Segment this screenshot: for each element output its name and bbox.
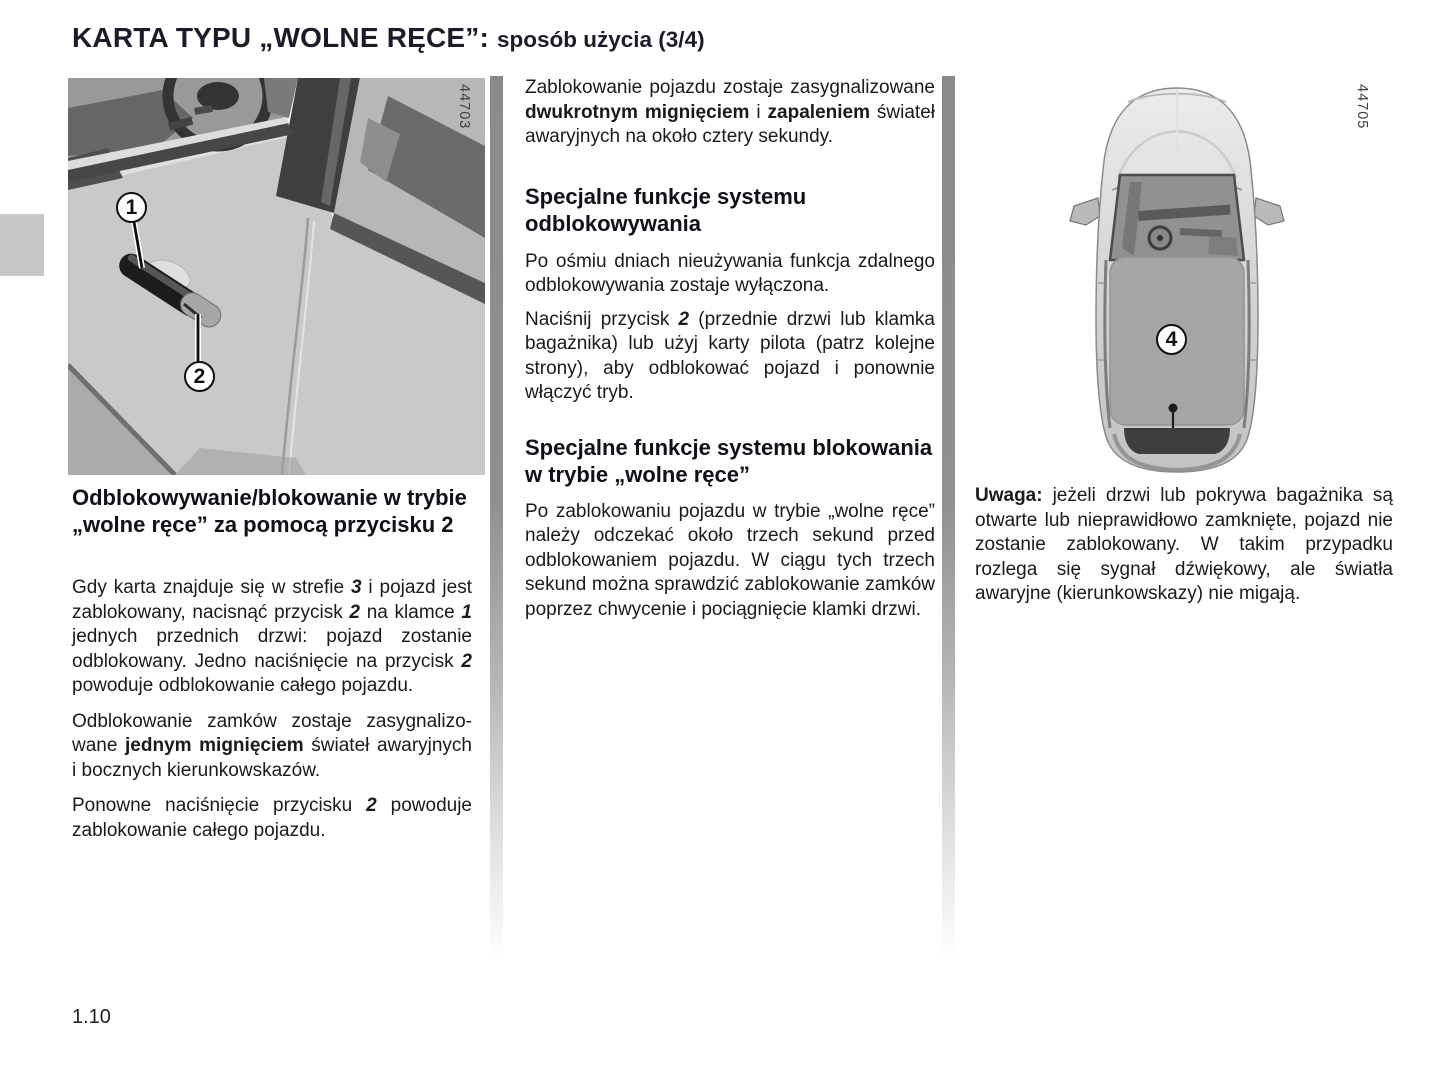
left-column-paragraphs	[72, 576, 472, 854]
note-uwaga	[975, 484, 1393, 607]
paragraph: Gdy karta znajduje się w strefie 3 i pojazd jest zablokowany, nacisnąć przycisk 2 na klamce 1 jednych przednich drzwi: pojazd zostanie odblokowany. Jedno naciśnięcie na przycisk 2 powoduje odblokowanie całego pojazdu.	[72, 577, 472, 696]
heading-lock-functions: Specjalne funkcje systemu blokowania w trybie „wolne ręce”	[525, 434, 933, 487]
rear-window-top	[1124, 428, 1230, 454]
figure-car-top-view	[1060, 78, 1390, 480]
figure-number-left: 44703	[456, 84, 472, 130]
page-title-main: KARTA TYPU „WOLNE RĘCE”:	[72, 22, 490, 53]
heading-unlock-lock-with-button: Odblokowywanie/blokowanie w trybie „wolne ręce” za pomocą przycisku 2	[72, 485, 467, 537]
heading-unlock-functions: Specjalne funkcje systemu odblokowywania	[525, 183, 807, 236]
callout-2: 2	[184, 361, 215, 392]
paragraph: Po ośmiu dniach nieużywania funkcja zdalnego odblokowywania zostaje wyłączona.	[525, 250, 935, 296]
middle-column	[525, 76, 935, 622]
paragraph: Po zablokowaniu pojazdu w trybie „wolne ręce” należy odczekać około trzech sekund przed odblokowaniem pojazdu. W ciągu tych trzech sekund można sprawdzić zablokowanie zamków poprzez chwycenie i pociągnięcie klamki drzwi.	[525, 500, 935, 620]
section-tab-marker	[0, 214, 44, 276]
figure-door-handle	[68, 78, 485, 475]
paragraph: Uwaga: jeżeli drzwi lub pokrywa bagażnika są otwarte lub nieprawidłowo zamknięte, pojazd nie zostanie zablokowany. W takim przypadku rozlega się sygnał dźwiękowy, ale światła awaryjne (kierunkowskazy) nie migają.	[975, 485, 1393, 604]
right-mirror	[1254, 198, 1284, 225]
column-separator-right	[942, 76, 955, 960]
page-title	[72, 22, 1372, 54]
figure-number-right: 44705	[1354, 84, 1370, 130]
paragraph: Naciśnij przycisk 2 (przednie drzwi lub klamka bagażnika) lub użyj karty pilota (patrz kolejne strony), aby odblokować pojazd i ponownie włączyć tryb.	[525, 308, 935, 403]
paragraph: Odblokowanie zamków zostaje zasygnalizowane jednym mignięciem świateł awaryjnych i bocznych kierunkowskazów.	[72, 710, 472, 781]
callout-4: 4	[1156, 324, 1187, 355]
paragraph: Zablokowanie pojazdu zostaje zasygnalizowane dwukrotnym mignięciem i zapaleniem świateł awaryjnych na około cztery sekundy.	[525, 77, 935, 147]
car-top-view-illustration	[1060, 78, 1390, 480]
car-door-handle-illustration	[68, 78, 485, 475]
page-title-sub: sposób użycia (3/4)	[497, 27, 705, 52]
callout-1: 1	[116, 192, 147, 223]
left-mirror	[1070, 198, 1100, 225]
page-number: 1.10	[72, 1006, 111, 1028]
windshield-interior	[1110, 175, 1244, 260]
paragraph: Ponowne naciśnięcie przycisku 2 powoduje zablokowanie całego pojazdu.	[72, 795, 472, 841]
column-separator-left	[490, 76, 503, 960]
